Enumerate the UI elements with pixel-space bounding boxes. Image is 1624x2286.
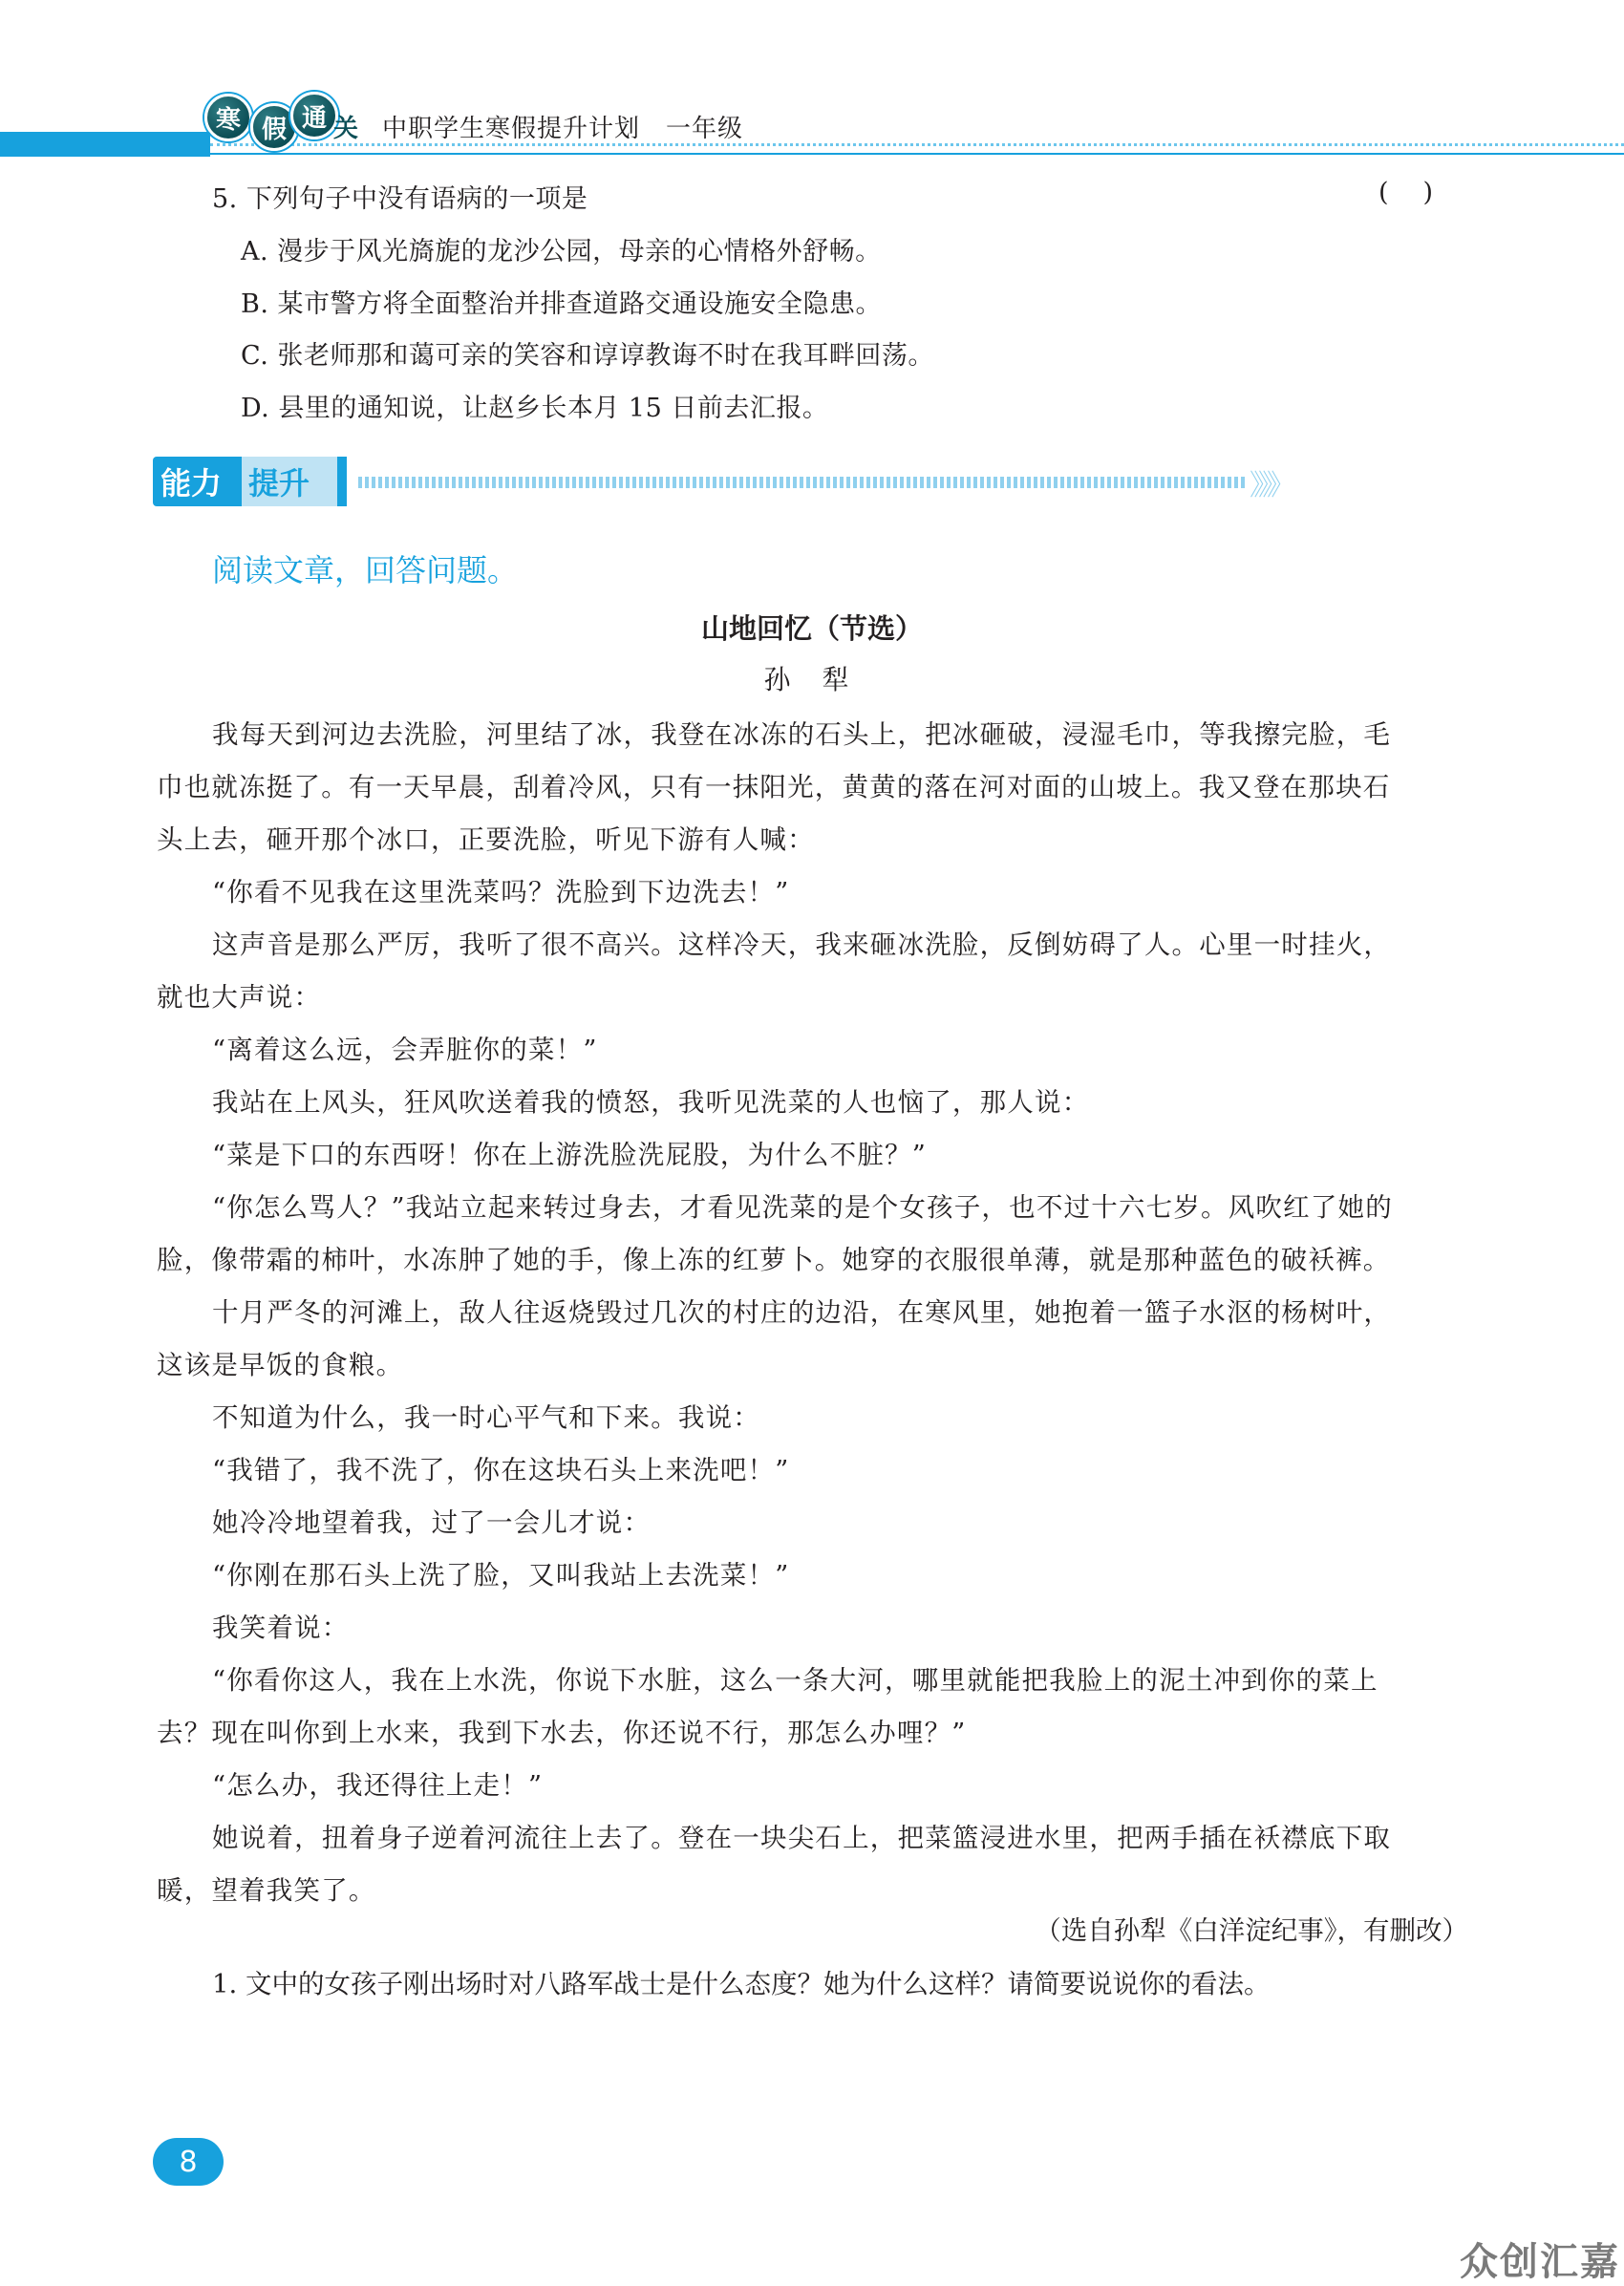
article-line: 十月严冬的河滩上，敌人往返烧毁过几次的村庄的边沿，在寒风里，她抱着一篮子水沤的杨树叶， (212, 1297, 1392, 1328)
question5-answer-paren: () (1378, 178, 1468, 207)
article-line: 这该是早饭的食粮。 (157, 1350, 404, 1380)
article-line: “菜是下口的东西呀！你在上游洗脸洗屁股，为什么不脏？” (212, 1140, 928, 1170)
header-seal-1: 寒 (204, 94, 252, 141)
article-line: “我错了，我不洗了，你在这块石头上来洗吧！” (212, 1455, 790, 1485)
article-line: 脸，像带霜的柿叶，水冻肿了她的手，像上冻的红萝卜。她穿的衣服很单薄，就是那种蓝色的破袄裤。 (157, 1245, 1391, 1275)
header-band (0, 132, 210, 157)
article-line: “你刚在那石头上洗了脸，又叫我站上去洗菜！” (212, 1560, 790, 1591)
article-line: 我每天到河边去洗脸，河里结了冰，我登在冰冻的石头上，把冰砸破，浸湿毛巾，等我擦完脸，毛 (212, 719, 1392, 750)
article-line: 不知道为什么，我一时心平气和下来。我说： (212, 1402, 760, 1433)
section-arrows-icon: 》》》 (1250, 469, 1290, 502)
instruction: 阅读文章，回答问题。 (212, 552, 519, 588)
header-seal-2: 假 (250, 103, 298, 151)
header-seal-3: 通 (290, 92, 338, 139)
article-line: “怎么办，我还得往上走！” (212, 1770, 544, 1801)
header-rule (191, 153, 1624, 155)
question5-option-a: A. 漫步于风光旖旎的龙沙公园，母亲的心情格外舒畅。 (241, 237, 882, 267)
article-author: 孙 犁 (763, 664, 861, 695)
section-label-b: 提升 (248, 465, 310, 502)
article-line: 巾也就冻挺了。有一天早晨，刮着冷风，只有一抹阳光，黄黄的落在河对面的山坡上。我又登在那块石 (157, 772, 1391, 802)
article-line: “你看不见我在这里洗菜吗？洗脸到下边洗去！” (212, 877, 790, 908)
question5-option-b: B. 某市警方将全面整治并排查道路交通设施安全隐患。 (241, 289, 883, 319)
article-line: 就也大声说： (157, 982, 322, 1013)
article-line: “你怎么骂人？”我站立起来转过身去，才看见洗菜的是个女孩子，也不过十六七岁。风吹红了她的 (212, 1192, 1393, 1223)
article-line: 我笑着说： (212, 1613, 350, 1643)
watermark: 众创汇嘉 (1460, 2240, 1620, 2284)
header-seal-4: 关 (332, 114, 358, 143)
article-line: 我站在上风头，狂风吹送着我的愤怒，我听见洗菜的人也恼了，那人说： (212, 1087, 1090, 1118)
page-number: 8 (153, 2138, 224, 2186)
article-line: “你看你这人，我在上水洗，你说下水脏，这么一条大河，哪里就能把我脸上的泥土冲到你的菜上 (212, 1665, 1378, 1696)
question5-option-c: C. 张老师那和蔼可亲的笑容和谆谆教诲不时在我耳畔回荡。 (241, 341, 934, 371)
article-line: 她说着，扭着身子逆着河流往上去了。登在一块尖石上，把菜篮浸进水里，把两手插在袄襟底下取 (212, 1823, 1392, 1853)
section-label-a: 能力 (160, 465, 223, 502)
article-line: 暖，望着我笑了。 (157, 1875, 376, 1906)
article-line: 这声音是那么严厉，我听了很不高兴。这样冷天，我来砸冰洗脸，反倒妨碍了人。心里一时挂火， (212, 929, 1392, 960)
article-line: 去？现在叫你到上水来，我到下水去，你还说不行，那怎么办哩？” (157, 1718, 967, 1748)
article-title: 山地回忆（节选） (700, 612, 923, 645)
article-line: 她冷冷地望着我，过了一会儿才说： (212, 1507, 652, 1538)
question5-stem: 5. 下列句子中没有语病的一项是 (212, 184, 588, 214)
article-line: “离着这么远，会弄脏你的菜！” (212, 1035, 598, 1065)
section-dotted-rule (358, 477, 1247, 488)
question5-option-d: D. 县里的通知说，让赵乡长本月 15 日前去汇报。 (241, 394, 829, 423)
article-source: （选自孙犁《白洋淀纪事》，有删改） (1035, 1915, 1468, 1946)
header-title: 中职学生寒假提升计划 一年级 (382, 115, 744, 143)
article-line: 头上去，砸开那个冰口，正要洗脸，听见下游有人喊： (157, 824, 815, 855)
section-badge-notch (337, 457, 347, 506)
question1: 1. 文中的女孩子刚出场时对八路军战士是什么态度？她为什么这样？请简要说说你的看法。 (212, 1969, 1271, 1999)
